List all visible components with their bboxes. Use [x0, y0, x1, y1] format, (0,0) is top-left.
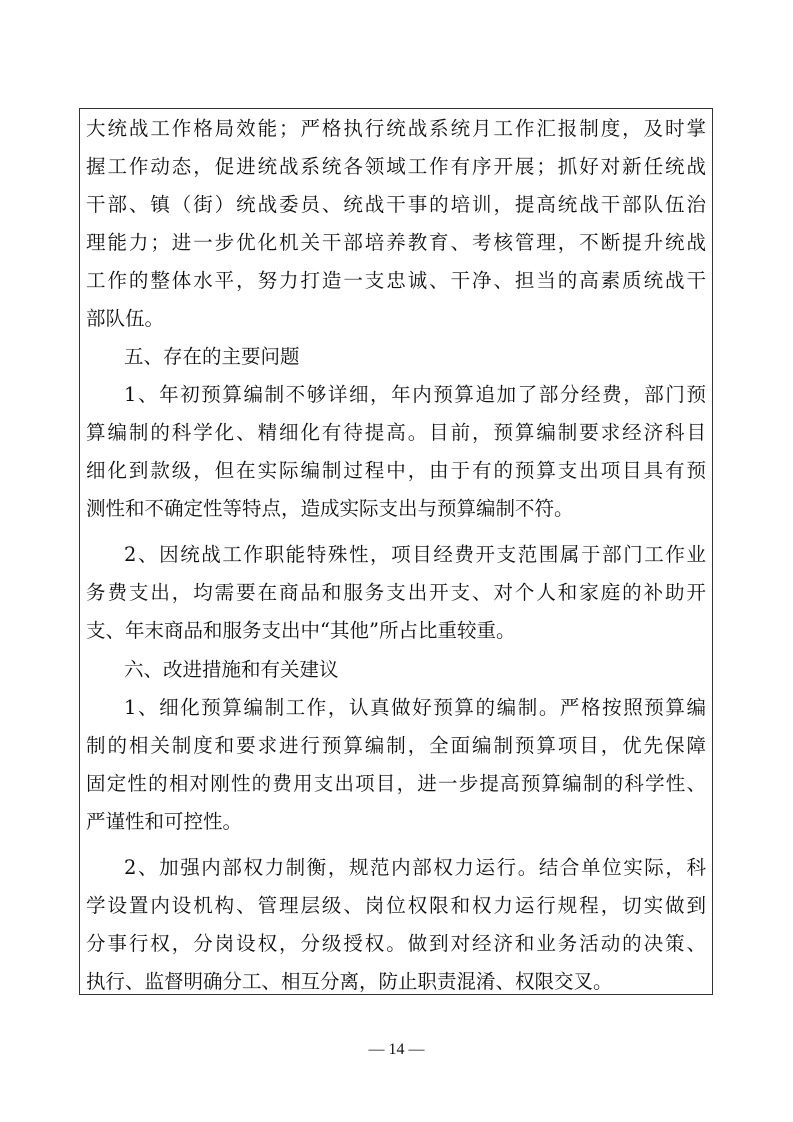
section-heading-measures: 六、改进措施和有关建议	[124, 658, 339, 681]
text-line: 2、因统战工作职能特殊性，项目经费开支范围属于部门工作业	[124, 543, 706, 566]
text-line: 支、年末商品和服务支出中“其他”所占比重较重。	[86, 619, 516, 642]
text-line: 学设置内设机构、管理层级、岗位权限和权力运行规程，切实做到	[86, 894, 706, 917]
text-line: 理能力；进一步优化机关干部培养教育、考核管理，不断提升统战	[86, 231, 706, 254]
text-line: 部队伍。	[86, 307, 165, 330]
text-line: 执行、监督明确分工、相互分离，防止职责混淆、权限交叉。	[86, 970, 613, 993]
text-line: 算编制的科学化、精细化有待提高。目前，预算编制要求经济科目	[86, 421, 706, 444]
page-number: — 14 —	[368, 1041, 425, 1058]
text-line: 2、加强内部权力制衡，规范内部权力运行。结合单位实际，科	[124, 856, 706, 879]
text-line: 1、细化预算编制工作，认真做好预算的编制。严格按照预算编	[124, 696, 706, 719]
text-line: 握工作动态，促进统战系统各领域工作有序开展；抓好对新任统战	[86, 155, 706, 178]
text-line: 严谨性和可控性。	[86, 810, 243, 833]
text-line: 测性和不确定性等特点，造成实际支出与预算编制不符。	[86, 497, 574, 520]
text-line: 制的相关制度和要求进行预算编制，全面编制预算项目，优先保障	[86, 734, 706, 757]
text-line: 工作的整体水平，努力打造一支忠诚、干净、担当的高素质统战干	[86, 269, 706, 292]
text-line: 分事行权，分岗设权，分级授权。做到对经济和业务活动的决策、	[86, 932, 706, 955]
text-line: 固定性的相对刚性的费用支出项目，进一步提高预算编制的科学性、	[86, 772, 706, 795]
text-line: 1、年初预算编制不够详细，年内预算追加了部分经费，部门预	[124, 383, 706, 406]
text-line: 大统战工作格局效能；严格执行统战系统月工作汇报制度，及时掌	[86, 117, 706, 140]
section-heading-problems: 五、存在的主要问题	[124, 345, 300, 368]
text-line: 干部、镇（街）统战委员、统战干事的培训，提高统战干部队伍治	[86, 193, 706, 216]
text-line: 务费支出，均需要在商品和服务支出开支、对个人和家庭的补助开	[86, 581, 706, 604]
text-line: 细化到款级，但在实际编制过程中，由于有的预算支出项目具有预	[86, 459, 706, 482]
